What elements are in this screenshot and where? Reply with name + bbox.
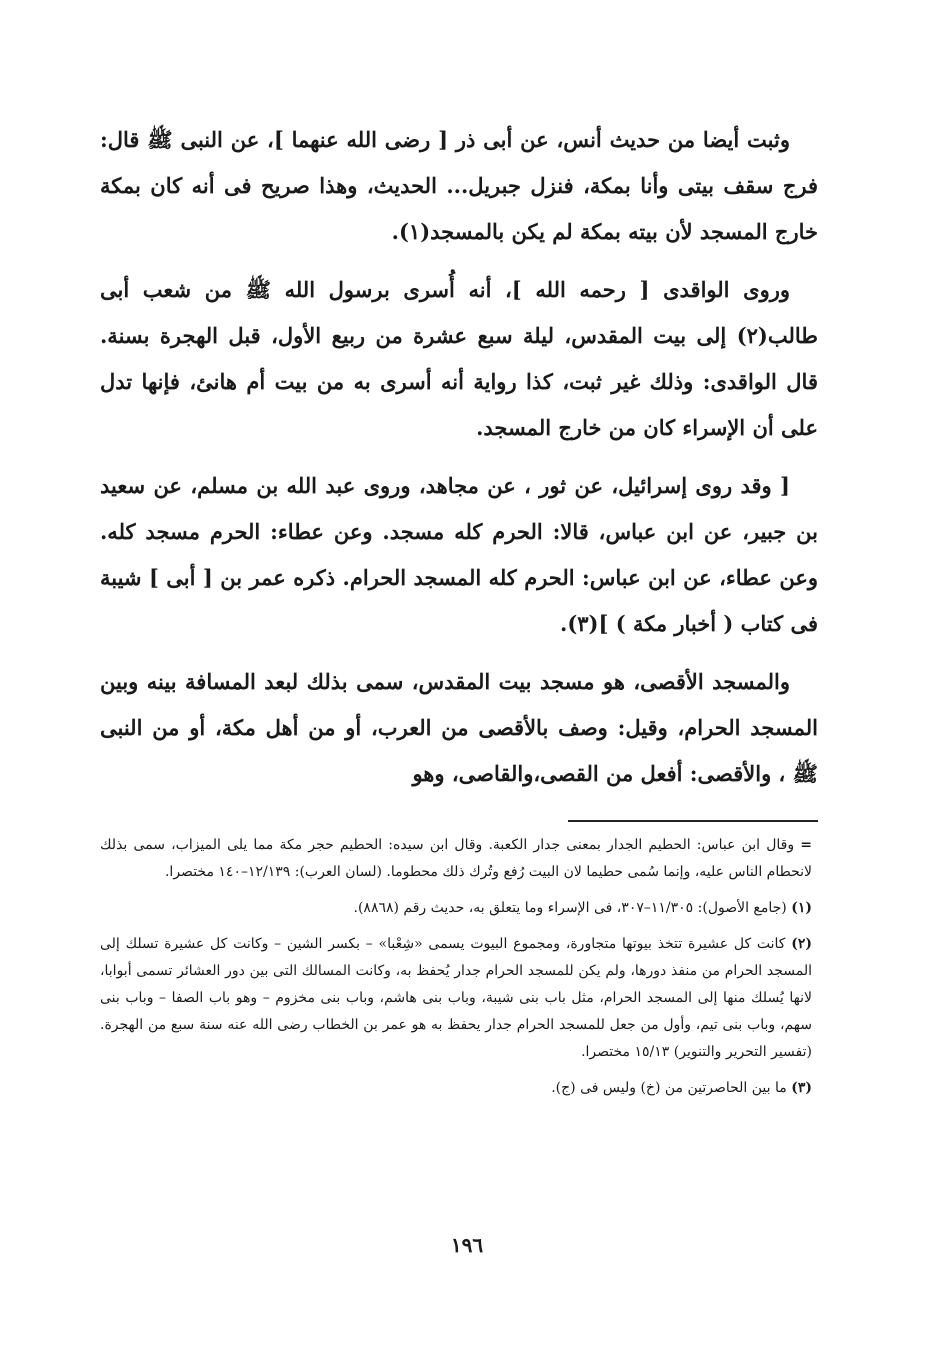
- paragraph-2: وروى الواقدى [ رحمه الله ]، أنه أُسرى برسول الله ﷺ من شعب أبى طالب(٢) إلى بيت المقدس، ليلة سبع عشرة من ربيع الأول، قبل الهجرة بسنة. قال الواقدى: وذلك غير ثبت، كذا رواية أنه أسرى به من بيت أم هانئ، فإنها تدل على أن الإسراء كان من خارج المسجد.: [100, 277, 818, 440]
- footnote-2: [100, 931, 812, 1066]
- footnote-divider: [568, 820, 818, 822]
- footnote-2-marker: (٢): [791, 936, 813, 952]
- footnote-1-marker: (١): [791, 900, 812, 916]
- footnote-3: [100, 1075, 812, 1102]
- footnote-1-text: (جامع الأصول): ١١/٣٠٥–٣٠٧، فى الإسراء وما يتعلق به، حديث رقم (٨٨٦٨).: [353, 900, 787, 916]
- footnote-continuation: [100, 832, 812, 886]
- footnote-3-text: ما بين الحاصرتين من (خ) وليس فى (ج).: [551, 1080, 787, 1096]
- footnote-continuation-text: وقال ابن عباس: الحطيم الجدار بمعنى جدار الكعبة. وقال ابن سيده: الحطيم حجر مكة مما يلى الميزاب، سمى بذلك لانحطام الناس عليه، وإنما سُمى حطيما لان البيت رُفع وتُرك ذلك محطوما. (لسان العرب): ١٢/١٣٩–١٤٠ مختصرا.: [100, 837, 812, 880]
- page-number: ١٩٦: [450, 1233, 484, 1257]
- main-text: [100, 117, 818, 809]
- footnote-3-marker: (٣): [791, 1080, 812, 1096]
- footnote-1: [100, 895, 812, 922]
- footnote-2-text: كانت كل عشيرة تتخذ بيوتها متجاورة، ومجموع البيوت يسمى «شِعْبا» – بكسر الشين – وكانت كل عشيرة تسلك إلى المسجد الحرام من منفذ دورها، ولم يكن للمسجد الحرام جدار يُحفظ به، وكانت المسالك التى بين دور العشائر تسمى أبوابا، لانها يُسلك منها إلى المسجد الحرام، مثل باب بنى شيبة، وباب بنى هاشم، وباب بنى مخزوم – وهو باب الصفا – وباب بنى سهم، وباب بنى تيم، وأول من جعل للمسجد الحرام جدار يحفظ به هو عمر بن الخطاب رضى الله عنه سنة سبع من الهجرة. (تفسير التحرير والتنوير) ١٥/١٣ مختصرا.: [100, 936, 812, 1060]
- paragraph-3: [ وقد روى إسرائيل، عن ثور ، عن مجاهد، وروى عبد الله بن مسلم، عن سعيد بن جبير، عن ابن عباس، قالا: الحرم كله مسجد. وعن عطاء: الحرم مسجد كله. وعن عطاء، عن ابن عباس: الحرم كله المسجد الحرام. ذكره عمر بن [ أبى ] شيبة فى كتاب ( أخبار مكة ) ](٣).: [100, 473, 818, 636]
- footnotes-section: [100, 832, 812, 1111]
- paragraph-1: وثبت أيضا من حديث أنس، عن أبى ذر [ رضى الله عنهما ]، عن النبى ﷺ قال: فرج سقف بيتى وأنا بمكة، فنزل جبريل... الحديث، وهذا صريح فى أنه كان بمكة خارج المسجد لأن بيته بمكة لم يكن بالمسجد(١).: [100, 127, 818, 244]
- footnote-continuation-marker: =: [800, 837, 812, 853]
- paragraph-4: والمسجد الأقصى، هو مسجد بيت المقدس، سمى بذلك لبعد المسافة بينه وبين المسجد الحرام، وقيل: وصف بالأقصى من العرب، أو من أهل مكة، أو من النبى ﷺ ، والأقصى: أفعل من القصى،والقاصى، وهو: [100, 669, 818, 786]
